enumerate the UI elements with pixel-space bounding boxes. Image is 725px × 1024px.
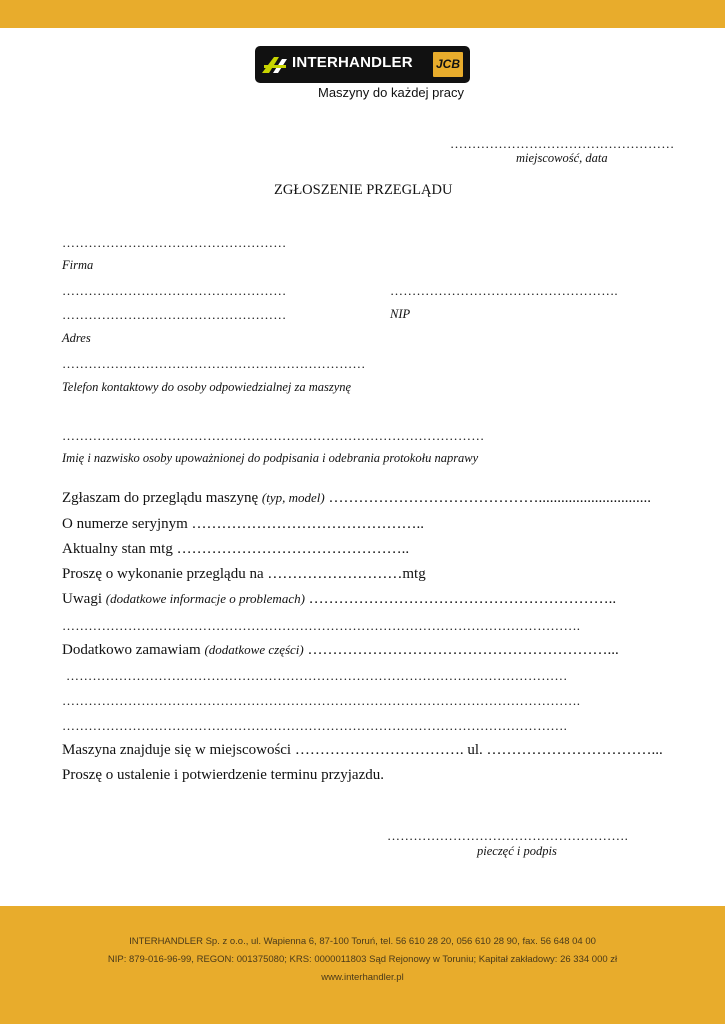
phone-label: Telefon kontaktowy do osoby odpowiedzialnej za maszynę — [62, 380, 352, 394]
document-title: ZGŁOSZENIE PRZEGLĄDU — [274, 182, 453, 198]
parts-row — [62, 642, 619, 659]
notes-field-line[interactable]: ………………………………………………………………………………………………………. — [62, 618, 581, 633]
phone-field[interactable]: …………………………………………………………… — [62, 356, 366, 371]
mtg-row — [62, 541, 409, 558]
machine-row — [62, 490, 651, 507]
bottom-accent-band — [0, 906, 725, 1024]
address-field-1[interactable]: …………………………………………… — [62, 283, 287, 298]
parts-field[interactable]: ……………………………………………………... — [307, 642, 619, 658]
machine-label: Zgłaszam do przeglądu maszynę — [62, 490, 259, 506]
parts-label: Dodatkowo zamawiam — [62, 642, 201, 658]
street-field[interactable]: ……………………………... — [486, 742, 663, 758]
notes-row — [62, 591, 616, 608]
service-unit: mtg — [402, 566, 426, 582]
serial-label: O numerze seryjnym — [62, 516, 188, 532]
parts-field-line-1[interactable]: …………………………………………………………………………………………………… — [66, 668, 568, 683]
nip-field[interactable]: ……………………………………………. — [390, 283, 618, 298]
logo-text: INTERHANDLER — [292, 54, 413, 71]
notes-field[interactable]: …………………………………………………….. — [308, 591, 617, 607]
footer-registration: NIP: 879-016-96-99, REGON: 001375080; KRS: 0000011803 Sąd Rejonowy w Toruniu; Kapitał zakładowy: 26 334 000 zł — [107, 954, 618, 965]
place-date-field[interactable]: …………………………………………… — [450, 136, 675, 151]
service-field[interactable]: ……………………… — [267, 566, 403, 582]
interhandler-logo — [255, 46, 470, 83]
signature-label: pieczęć i podpis — [477, 844, 557, 858]
interhandler-mark-icon — [260, 53, 290, 77]
mtg-field[interactable]: ……………………………………….. — [176, 541, 410, 557]
firma-field[interactable]: …………………………………………… — [62, 235, 287, 250]
signature-field[interactable]: ………………………………………………. — [387, 828, 629, 843]
footer-address: INTERHANDLER Sp. z o.o., ul. Wapienna 6, 87-100 Toruń, tel. 56 610 28 20, 056 610 28 90, fax. 56 648 04 00 — [129, 936, 596, 947]
authorized-person-label: Imię i nazwisko osoby upoważnionej do podpisania i odebrania protokołu naprawy — [62, 451, 479, 465]
closing-text: Proszę o ustalenie i potwierdzenie terminu przyjazdu. — [62, 767, 384, 783]
machine-field[interactable]: …………………………………….............................. — [328, 490, 651, 506]
service-label: Proszę o wykonanie przeglądu na — [62, 566, 264, 582]
notes-label: Uwagi — [62, 591, 102, 607]
jcb-badge: JCB — [431, 50, 465, 79]
parts-note: (dodatkowe części) — [204, 642, 304, 657]
serial-row — [62, 516, 424, 533]
nip-label: NIP — [390, 307, 411, 321]
parts-field-line-3[interactable]: ……………………………………………………………………………………………………. — [62, 718, 568, 733]
location-field[interactable]: ……………………………. — [294, 742, 464, 758]
authorized-person-field[interactable]: …………………………………………………………………………………… — [62, 428, 485, 443]
location-row — [62, 742, 663, 759]
top-accent-band — [0, 0, 725, 28]
service-row — [62, 566, 426, 583]
address-field-2[interactable]: …………………………………………… — [62, 307, 287, 322]
mtg-label: Aktualny stan mtg — [62, 541, 173, 557]
tagline: Maszyny do każdej pracy — [318, 85, 464, 100]
notes-note: (dodatkowe informacje o problemach) — [105, 591, 305, 606]
machine-note: (typ, model) — [261, 490, 325, 505]
serial-field[interactable]: ……………………………………….. — [191, 516, 425, 532]
place-date-label: miejscowość, data — [516, 151, 608, 165]
street-label: ul. — [467, 742, 483, 758]
location-label: Maszyna znajduje się w miejscowości — [62, 742, 292, 758]
address-label: Adres — [62, 331, 91, 345]
firma-label: Firma — [62, 258, 94, 272]
parts-field-line-2[interactable]: ………………………………………………………………………………………………………. — [62, 693, 581, 708]
footer-website[interactable]: www.interhandler.pl — [321, 972, 404, 983]
